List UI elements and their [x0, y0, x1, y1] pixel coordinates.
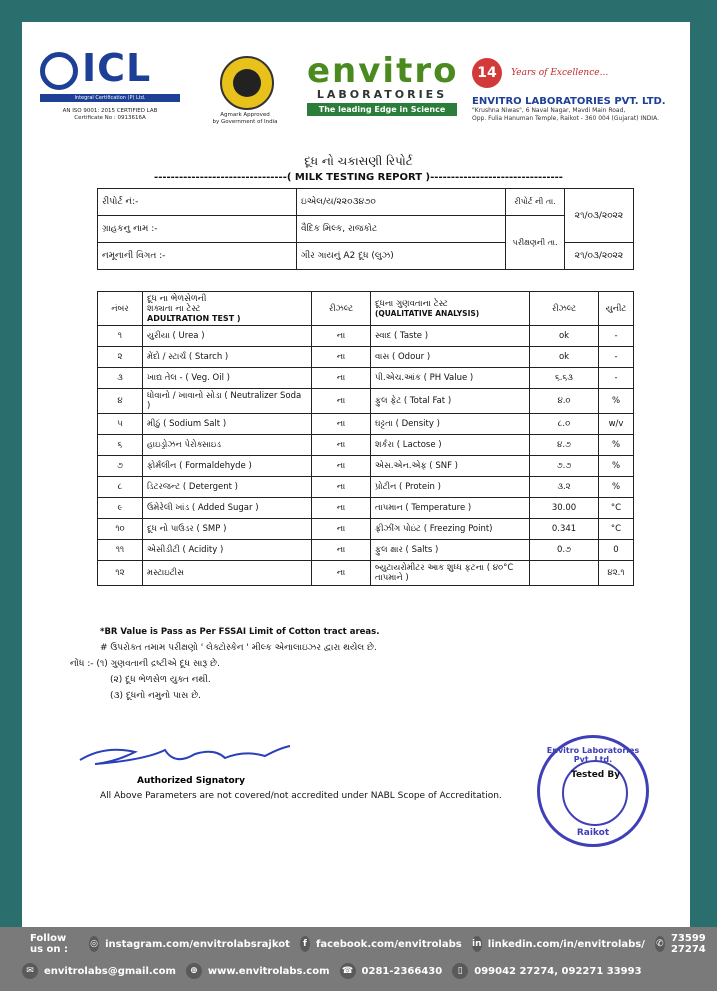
qualitative-result: ૬.૬૩: [530, 368, 599, 389]
qualitative-result: ૩.૨: [530, 477, 599, 498]
report-no-label: રીપોર્ટ નં:-: [98, 189, 297, 216]
web-icon: ⊕: [186, 963, 202, 979]
agmark-line-2: by Government of India: [212, 119, 278, 125]
row-number: ૨: [98, 347, 143, 368]
unit: -: [599, 326, 634, 347]
brand-lab: LABORATORIES: [316, 88, 448, 101]
icl-text: ICL: [82, 46, 152, 90]
brand-tag: The leading Edge in Science: [307, 103, 457, 116]
envitro-logo: [307, 51, 459, 116]
email-link[interactable]: envitrolabs@gmail.com: [44, 965, 176, 977]
qualitative-result: ok: [530, 326, 599, 347]
notes-block: [70, 627, 660, 707]
note-2: (૨) દૂધ ભેળસેળ યુક્ત નથી.: [110, 675, 211, 685]
adulteration-result: ના: [312, 456, 371, 477]
row-number: ૬: [98, 435, 143, 456]
unit: °C: [599, 498, 634, 519]
table-row: [98, 389, 634, 414]
header-no: નંબર: [98, 292, 143, 326]
adulteration-test: યુરીયા ( Urea ): [143, 326, 312, 347]
qualitative-test: તાપમાન ( Temperature ): [371, 498, 530, 519]
adulteration-result: ના: [312, 347, 371, 368]
table-row: [98, 498, 634, 519]
icl-cert: AN ISO 9001: 2015 CERTIFIED LAB: [62, 108, 158, 114]
header-qualitative: દૂધના ગુણવતાના ટેસ્ટ (QUALITATIVE ANALYSIS): [371, 292, 530, 326]
stamp-city: Raikot: [576, 828, 610, 838]
tested-by-label: Tested By: [571, 770, 621, 780]
unit: %: [599, 456, 634, 477]
company-name: ENVITRO LABORATORIES PVT. LTD.: [472, 96, 666, 107]
whatsapp-icon: ✆: [655, 936, 665, 952]
adulteration-test: ધોવાનો / ખાવાનો સોડા ( Neutralizer Soda ): [143, 389, 312, 414]
report-no-value: ઇએલ/ય/૨૨૦૩૪૭૦: [297, 189, 506, 216]
whatsapp-number: 73599 27274: [670, 933, 706, 955]
adulteration-test: મેંદો / સ્ટાર્ચ ( Starch ): [143, 347, 312, 368]
header-unit: યુનીટ: [599, 292, 634, 326]
qualitative-result: 0.341: [530, 519, 599, 540]
note-1: (૧) ગુણવતાની દ્રષ્ટીએ દૂધ સારૂ છે.: [96, 659, 220, 669]
anniversary-badge-icon: 14: [472, 58, 502, 88]
facebook-link[interactable]: facebook.com/envitrolabs: [315, 938, 462, 950]
qualitative-test: સ્વાદ ( Taste ): [371, 326, 530, 347]
unit: %: [599, 477, 634, 498]
qualitative-test: ઘટ્ટતા ( Density ): [371, 414, 530, 435]
agmark-seal-icon: [220, 56, 274, 110]
phone-number: 0281-2366430: [361, 965, 443, 977]
adulteration-test: ખાદ્ય તેલ - ( Veg. Oil ): [143, 368, 312, 389]
qualitative-test: ફ્રીઝીંગ પોઇંટ ( Freezing Point): [371, 519, 530, 540]
icl-certno: Certificate No : 0913616A: [74, 115, 146, 121]
table-row: [98, 368, 634, 389]
row-number: ૯: [98, 498, 143, 519]
qualitative-result: 30.00: [530, 498, 599, 519]
report-date-value: ૨૧/૦૩/૨૦૨૨: [565, 189, 634, 243]
sample-value: ગીર ગાયનું A2 દૂધ (લુઝ): [297, 243, 506, 270]
table-row: [98, 477, 634, 498]
qualitative-result: ૪.૭: [530, 435, 599, 456]
unit: ૪૨.૧: [599, 561, 634, 586]
signature-block: [75, 740, 295, 786]
adulteration-result: ના: [312, 435, 371, 456]
brand-word: envitro: [307, 51, 459, 91]
qualitative-test: વાસ ( Odour ): [371, 347, 530, 368]
qualitative-result: 0.૭: [530, 540, 599, 561]
footer: [0, 927, 717, 991]
qualitative-test: બ્યુટાયરોમીટર આક શુધ્ધ ફટના ( ૪૦°C તાપમાને ): [371, 561, 530, 586]
report-date-label: રીપોર્ટ ની તા.: [506, 189, 565, 216]
test-date-label: પરીક્ષણની તા.: [506, 216, 565, 270]
header-result: રીઝલ્ટ: [312, 292, 371, 326]
row-number: ૫: [98, 414, 143, 435]
icl-logo: [40, 46, 190, 121]
adulteration-result: ના: [312, 498, 371, 519]
qualitative-test: ફુલ ફેટ ( Total Fat ): [371, 389, 530, 414]
address-line-1: "Krushna Niwas", 6 Naval Nagar, Mavdi Main Road,: [472, 107, 626, 114]
agmark-line-1: Agmark Approved: [220, 112, 270, 118]
report-info-table: [97, 188, 634, 270]
qualitative-result: [530, 561, 599, 586]
mobile-number: 099042 27274, 092271 33993: [474, 965, 642, 977]
mobile-icon: ▯: [452, 963, 468, 979]
unit: -: [599, 347, 634, 368]
adulteration-result: ના: [312, 477, 371, 498]
test-rows: [98, 326, 634, 586]
table-row: [98, 414, 634, 435]
analyzer-note: # ઉપરોક્ત તમામ પરીક્ષણો ' લેક્ટોસ્કેન ' મીલ્ક એનાલાઇઝર દ્વારા થયેલ છે.: [100, 643, 377, 653]
address-line-2: Opp. Fulia Hanuman Temple, Raikot - 360 004 (Gujarat) INDIA.: [472, 115, 659, 122]
br-note: *BR Value is Pass as Per FSSAI Limit of Cotton tract areas.: [100, 627, 380, 637]
row-number: ૧૨: [98, 561, 143, 586]
qualitative-result: ૮.૦: [530, 414, 599, 435]
nabl-disclaimer: All Above Parameters are not covered/not accredited under NABL Scope of Accreditation.: [100, 791, 502, 801]
row-number: ૭: [98, 456, 143, 477]
icl-ring-icon: [40, 52, 78, 90]
adulteration-result: ના: [312, 414, 371, 435]
adulteration-result: ના: [312, 540, 371, 561]
instagram-icon: ◎: [89, 936, 99, 952]
table-row: [98, 540, 634, 561]
unit: 0: [599, 540, 634, 561]
web-link[interactable]: www.envitrolabs.com: [207, 965, 330, 977]
linkedin-icon: in: [472, 936, 482, 952]
note-3: (૩) દૂધનો નમુનો પાસ છે.: [110, 691, 202, 701]
customer-label: ગ્રાહકનુ નામ :-: [98, 216, 297, 243]
unit: %: [599, 389, 634, 414]
report-title-gujarati: દૂધ નો ચકાસણી રિપોર્ટ: [304, 154, 413, 168]
row-number: ૮: [98, 477, 143, 498]
adulteration-test: દૂધ નો પાઉડર ( SMP ): [143, 519, 312, 540]
icl-strip: Integral Certification (P) Ltd.: [40, 94, 180, 102]
header-adulteration: દૂધ ના ભેળસેળની શક્યતા ના ટેસ્ટ ADULTRATION TEST ): [143, 292, 312, 326]
unit: -: [599, 368, 634, 389]
linkedin-link[interactable]: linkedin.com/in/envitrolabs/: [487, 938, 645, 950]
qualitative-test: એસ.એન.એફ ( SNF ): [371, 456, 530, 477]
report-title-english: --------------------------------( MILK TESTING REPORT )--------------------------------: [154, 172, 563, 183]
follow-label: Follow us on :: [30, 933, 69, 955]
signature-scribble: [75, 740, 295, 770]
table-row: [98, 435, 634, 456]
email-icon: ✉: [22, 963, 38, 979]
qualitative-test: પી.એચ.આંક ( PH Value ): [371, 368, 530, 389]
lab-stamp-icon: [537, 735, 649, 847]
header-result-2: રીઝલ્ટ: [530, 292, 599, 326]
facebook-icon: f: [300, 936, 310, 952]
qualitative-test: પ્રોટીન ( Protein ): [371, 477, 530, 498]
adulteration-test: મીઠું ( Sodium Salt ): [143, 414, 312, 435]
unit: w/v: [599, 414, 634, 435]
unit: %: [599, 435, 634, 456]
qualitative-result: ok: [530, 347, 599, 368]
table-row: [98, 456, 634, 477]
table-row: [98, 561, 634, 586]
qualitative-test: ફુલ ક્ષાર ( Salts ): [371, 540, 530, 561]
phone-icon: ☎: [340, 963, 356, 979]
row-number: ૪: [98, 389, 143, 414]
stamp-text: Envitro Laboratories Pvt. Ltd.: [546, 746, 640, 764]
row-number: ૧૧: [98, 540, 143, 561]
test-results-table: [97, 291, 634, 586]
test-date-value: ૨૧/૦૩/૨૦૨૨: [565, 243, 634, 270]
adulteration-test: ડિટરજન્ટ ( Detergent ): [143, 477, 312, 498]
qualitative-test: શર્કરા ( Lactose ): [371, 435, 530, 456]
unit: °C: [599, 519, 634, 540]
adulteration-test: મસ્ટાઇટીસ: [143, 561, 312, 586]
adulteration-test: ઉમેરેલી ખાંડ ( Added Sugar ): [143, 498, 312, 519]
adulteration-result: ના: [312, 389, 371, 414]
table-row: [98, 326, 634, 347]
adulteration-test: ફોર્મલીન ( Formaldehyde ): [143, 456, 312, 477]
qualitative-result: ૭.૭: [530, 456, 599, 477]
row-number: ૧૦: [98, 519, 143, 540]
adulteration-result: ના: [312, 326, 371, 347]
row-number: ૩: [98, 368, 143, 389]
adulteration-result: ના: [312, 561, 371, 586]
table-row: [98, 519, 634, 540]
qualitative-result: ૪.૦: [530, 389, 599, 414]
adulteration-result: ના: [312, 368, 371, 389]
row-number: ૧: [98, 326, 143, 347]
customer-value: વૈદિક મિલ્ક, રાજકોટ: [297, 216, 506, 243]
instagram-link[interactable]: instagram.com/envitrolabsrajkot: [105, 938, 290, 950]
excellence-text: Years of Excellence...: [511, 67, 609, 78]
sample-label: નમૂનાની વિગત :-: [98, 243, 297, 270]
company-block: [472, 58, 672, 123]
adulteration-result: ના: [312, 519, 371, 540]
table-row: [98, 347, 634, 368]
note-label: નોંધ :-: [70, 659, 94, 669]
adulteration-test: હાઇડ્રોઝન પેરોક્સાઇડ: [143, 435, 312, 456]
signature-label: Authorized Signatory: [137, 776, 245, 786]
adulteration-test: એસીડીટી ( Acidity ): [143, 540, 312, 561]
